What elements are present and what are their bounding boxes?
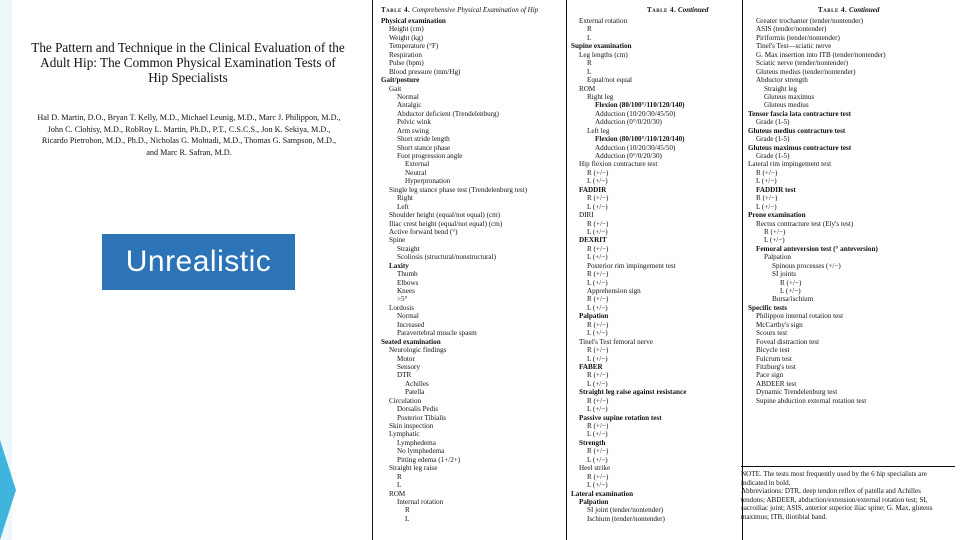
table-row: Left xyxy=(397,202,409,211)
paper-title-line: Adult Hip: The Common Physical Examination Tests of xyxy=(40,55,336,70)
table-number: Table 4. xyxy=(381,6,411,14)
table-row: L (+/−) xyxy=(587,202,608,211)
table-row: L (+/−) xyxy=(756,177,777,186)
table-row: Bicycle test xyxy=(756,346,790,355)
table-row: R (+/−) xyxy=(587,346,609,355)
table-row: Gluteus maximus contracture test xyxy=(748,143,852,152)
note-line: maximus; ITB, iliotibial band. xyxy=(741,512,828,521)
table-row: Sciatic nerve (tender/nontender) xyxy=(756,59,848,68)
table-row: Spinous processes (+/−) xyxy=(772,261,841,270)
table-row: Achilles xyxy=(405,379,429,388)
table-row: Dynamic Trendelenburg test xyxy=(756,388,838,397)
table-row: L (+/−) xyxy=(587,430,608,439)
table-row: L (+/−) xyxy=(587,253,608,262)
table-row: L (+/−) xyxy=(587,303,608,312)
table-row: L (+/−) xyxy=(780,287,801,295)
table-row: Flexion (80/100°/110/120/140) xyxy=(595,101,685,110)
table-row: Scours test xyxy=(756,329,788,338)
table-row: Seated examination xyxy=(381,337,441,346)
table-row: Straight leg raise xyxy=(389,464,438,473)
table-row: Palpation xyxy=(579,312,609,321)
table-row: External rotation xyxy=(579,17,628,25)
table-row: L (+/−) xyxy=(587,177,608,186)
authors-line: Hal D. Martin, D.O., Bryan T. Kelly, M.D., Michael Leunig, M.D., Marc J. Philippon, M.D., xyxy=(37,113,341,122)
table-row: Dorsalis Pedis xyxy=(397,405,439,414)
table-row: R (+/−) xyxy=(587,270,609,279)
table-row: Passive supine rotation test xyxy=(579,413,662,422)
table-row: R (+/−) xyxy=(780,278,802,287)
table-row: L (+/−) xyxy=(587,379,608,388)
table-row: FADDIR xyxy=(579,185,607,194)
table-row: Increased xyxy=(397,320,425,329)
table-row: Spine xyxy=(389,236,406,245)
note-line: NOTE. The tests most frequently used by the 6 hip specialists are xyxy=(741,470,927,478)
column-divider xyxy=(372,0,373,540)
table-row: Neutral xyxy=(405,168,427,177)
table-row: Adduction (0°/0/20/30) xyxy=(595,152,662,160)
table-row: R (+/−) xyxy=(587,320,609,329)
authors-line: John C. Clohisy, M.D., RobRoy L. Martin, Ph.D., P.T., C.S.C.S., Jon K. Sekiya, M.D., xyxy=(47,124,331,134)
table-row: External xyxy=(405,160,430,169)
table-row: Rectus contracture test (Ely's test) xyxy=(756,219,854,228)
paper-title xyxy=(8,40,368,85)
table-row: Apprehension sign xyxy=(587,287,641,295)
table-row: Supine abduction external rotation test xyxy=(756,396,867,405)
table-row: R (+/−) xyxy=(756,194,778,203)
table-row: Posterior Tibialis xyxy=(397,413,447,422)
table-row: Circulation xyxy=(389,396,422,405)
table-row: Ischium (tender/nontender) xyxy=(587,514,665,523)
table-row: L (+/−) xyxy=(764,236,785,245)
table-row: Pitting edema (1+/2+) xyxy=(397,455,461,464)
table-row: Short stance phase xyxy=(397,143,451,152)
table-row: Pelvic wink xyxy=(397,118,431,127)
table-row: L xyxy=(587,33,592,42)
table-row: DEXRIT xyxy=(579,236,607,245)
table-header-3 xyxy=(748,6,886,17)
table-row: Grade (1-5) xyxy=(756,118,790,127)
table-row: Strength xyxy=(579,438,606,447)
table-row: R (+/−) xyxy=(587,219,609,228)
table-row: Straight leg raise against resistance xyxy=(579,388,687,397)
table-row: Lateral examination xyxy=(571,489,634,498)
table-row: Hip flexion contracture test xyxy=(579,160,658,169)
table-row: Short stride length xyxy=(397,135,450,144)
table-row: Physical examination xyxy=(381,17,446,25)
table-title: Continued xyxy=(678,6,709,14)
table-row: Thumb xyxy=(397,270,418,279)
table-row: Respiration xyxy=(389,50,422,59)
table-row: Leg lengths (cm) xyxy=(579,50,628,59)
table-row: Gluteus medius (tender/nontender) xyxy=(756,67,856,76)
table-row: Flexion (80/100°/110/120/140) xyxy=(595,135,685,144)
table-row: Normal xyxy=(397,92,419,101)
table-row: >5° xyxy=(397,295,408,304)
table-row: L (+/−) xyxy=(587,481,608,490)
table-row: Tinel's Test femoral nerve xyxy=(579,337,653,346)
table-row: R xyxy=(397,472,402,481)
table-row: ASIS (tender/nontender) xyxy=(756,25,827,34)
table-row: Motor xyxy=(397,354,415,363)
table-row: R (+/−) xyxy=(587,194,609,203)
unrealistic-label: Unrealistic xyxy=(102,234,295,290)
table-row: Height (cm) xyxy=(389,25,424,34)
table-row: Shoulder height (equal/not equal) (cm) xyxy=(389,211,501,220)
table-row: R xyxy=(405,506,410,515)
table-number: Table 4. xyxy=(818,6,848,14)
table-row: Bursa/ischium xyxy=(772,295,814,304)
table-row: ROM xyxy=(579,84,596,93)
table-row: R (+/−) xyxy=(587,371,609,380)
table-row: Paravertebral muscle spasm xyxy=(397,329,477,338)
table-row: L (+/−) xyxy=(587,278,608,287)
table-title: Comprehensive Physical Examination of Hip xyxy=(412,6,539,14)
authors-line: and Marc R. Safran, M.D. xyxy=(146,147,232,157)
table-row: Blood pressure (mm/Hg) xyxy=(389,67,461,76)
table-row: R (+/−) xyxy=(587,472,609,481)
table-row: Normal xyxy=(397,312,419,321)
table-number: Table 4. xyxy=(647,6,677,14)
table-row: McCarthy's sign xyxy=(756,320,803,329)
table-row: Heel strike xyxy=(579,464,611,473)
table-row: L xyxy=(397,481,402,490)
table-row: R xyxy=(587,59,592,68)
table-row: R xyxy=(587,25,592,34)
table-title: Continued xyxy=(849,6,880,14)
table-row: Adduction (0°/0/20/30) xyxy=(595,118,662,127)
table-row: Grade (1-5) xyxy=(756,152,790,160)
table-row: Straight leg xyxy=(764,84,798,93)
table-row: Laxity xyxy=(389,261,409,270)
note-line: tendons; ABDEER, abduction/extension/external rotation test; SI, xyxy=(741,495,928,504)
table-row: Gait xyxy=(389,84,402,93)
table-note xyxy=(741,470,955,522)
table-row: Pulse (bpm) xyxy=(389,59,424,68)
table-row: Gluteus medius xyxy=(764,101,809,110)
table-row: L (+/−) xyxy=(587,405,608,414)
table-row: Prone examination xyxy=(748,211,806,220)
table-row: Posterior rim impingement test xyxy=(587,261,676,270)
table-row: Internal rotation xyxy=(397,497,444,506)
table-row: DTR xyxy=(397,371,412,380)
table-row: Sensory xyxy=(397,362,421,371)
table-row: R (+/−) xyxy=(587,244,609,253)
left-accent-triangle xyxy=(0,440,16,540)
table-row: L xyxy=(587,67,592,76)
table-row: Gluteus medius contracture test xyxy=(748,126,846,135)
table-row: Fulcrum test xyxy=(756,354,792,363)
table-row: Right leg xyxy=(587,92,614,101)
table-row: Left leg xyxy=(587,126,610,135)
table-row: Philippon internal rotation test xyxy=(756,312,844,321)
table-row: Foot progression angle xyxy=(397,152,463,160)
paper-title-line: The Pattern and Technique in the Clinical Evaluation of the xyxy=(31,40,345,55)
note-divider xyxy=(741,466,955,467)
exam-table xyxy=(372,0,960,540)
table-row: Active forward bend (°) xyxy=(389,227,458,236)
table-row: Iliac crest height (equal/not equal) (cm) xyxy=(389,219,503,228)
table-row: R (+/−) xyxy=(587,422,609,430)
table-row: Temperature (°F) xyxy=(389,42,439,51)
table-row: R (+/−) xyxy=(587,168,609,177)
table-row: Elbows xyxy=(397,278,419,287)
table-row: R (+/−) xyxy=(764,227,786,236)
table-row: L (+/−) xyxy=(587,455,608,464)
table-row: ROM xyxy=(389,489,406,498)
table-row: R (+/−) xyxy=(587,447,609,456)
table-row: Skin inspection xyxy=(389,422,434,430)
table-column-3 xyxy=(748,6,886,405)
table-row: Greater trochanter (tender/nontender) xyxy=(756,17,864,25)
table-row: L (+/−) xyxy=(756,202,777,211)
table-row: L (+/−) xyxy=(587,354,608,363)
table-row: Fitzburg's test xyxy=(756,362,796,371)
table-row: G. Max insertion into ITB (tender/nontender) xyxy=(756,50,886,59)
table-row: FABER xyxy=(579,362,603,371)
table-row: Lateral rim impingement test xyxy=(748,160,832,169)
table-row: Hyperpronation xyxy=(405,177,451,186)
table-row: Lordosis xyxy=(389,303,414,312)
table-row: Palpation xyxy=(579,497,609,506)
table-header-1 xyxy=(381,6,538,17)
table-row: Knees xyxy=(397,287,415,295)
table-row: No lymphedema xyxy=(397,447,445,456)
table-column-1 xyxy=(381,6,538,523)
table-row: FADDIR test xyxy=(756,185,796,194)
table-row: Patella xyxy=(405,388,425,397)
table-row: L xyxy=(405,514,410,523)
table-row: Gluteus maximus xyxy=(764,92,815,101)
paper-title-line: Hip Specialists xyxy=(148,70,228,85)
table-row: R (+/−) xyxy=(587,396,609,405)
table-row: Grade (1-5) xyxy=(756,135,790,144)
table-row: Equal/not equal xyxy=(587,76,633,85)
authors-line: Ricardo Pietrobon, M.D., Ph.D., Nicholas G. Mohtadi, M.D., Thomas G. Sampson, M.D., xyxy=(41,136,337,145)
table-row: Piriformis (tender/nontender) xyxy=(756,33,840,42)
table-row: L (+/−) xyxy=(587,227,608,236)
table-row: Foveal distraction test xyxy=(756,337,820,346)
table-row: Neurologic findings xyxy=(389,346,447,355)
table-row: Scoliosis (structural/nonstructural) xyxy=(397,253,496,262)
table-row: Single leg stance phase test (Trendelenburg test) xyxy=(389,185,528,194)
paper-authors xyxy=(8,112,370,158)
table-row: Palpation xyxy=(764,253,791,262)
table-row: SI joints xyxy=(772,270,797,279)
table-row: Adduction (10/20/30/45/50) xyxy=(595,109,676,118)
table-row: Straight xyxy=(397,244,420,253)
note-line: indicated in bold. xyxy=(741,478,791,487)
table-row: Supine examination xyxy=(571,42,632,51)
table-row: Abductor deficient (Trendelenburg) xyxy=(397,109,499,118)
table-row: Tinel's Test—sciatic nerve xyxy=(756,42,832,51)
table-header-2 xyxy=(571,6,708,17)
table-row: L (+/−) xyxy=(587,329,608,338)
table-row: ABDEER test xyxy=(756,379,797,388)
table-row: R (+/−) xyxy=(756,168,778,177)
note-line: Abbreviations: DTR, deep tendon reflex of patella and Achilles xyxy=(741,487,921,496)
table-row: Specific tests xyxy=(748,303,788,312)
table-row: SI joint (tender/nontender) xyxy=(587,506,664,515)
table-row: Pace sign xyxy=(756,371,784,380)
table-row: Weight (kg) xyxy=(389,33,424,42)
column-divider xyxy=(742,0,743,540)
table-row: Tensor fascia lata contracture test xyxy=(748,109,851,118)
table-row: Lymphedema xyxy=(397,438,436,447)
table-row: DIRI xyxy=(579,211,594,220)
note-line: sacroiliac joint; ASIS, anterior superior iliac spine; G. Max, gluteus xyxy=(741,504,933,513)
table-row: Lymphatic xyxy=(389,430,420,439)
table-row: Femoral anteversion test (° anteversion) xyxy=(756,244,878,253)
table-row: Antalgic xyxy=(397,101,422,110)
table-row: Gait/posture xyxy=(381,76,420,85)
column-divider xyxy=(566,0,567,540)
table-row: Adduction (10/20/30/45/50) xyxy=(595,143,676,152)
table-row: Abductor strength xyxy=(756,76,808,85)
table-row: Arm swing xyxy=(397,126,429,135)
table-row: Right xyxy=(397,194,413,203)
table-column-2 xyxy=(571,6,708,523)
table-row: R (+/−) xyxy=(587,295,609,304)
